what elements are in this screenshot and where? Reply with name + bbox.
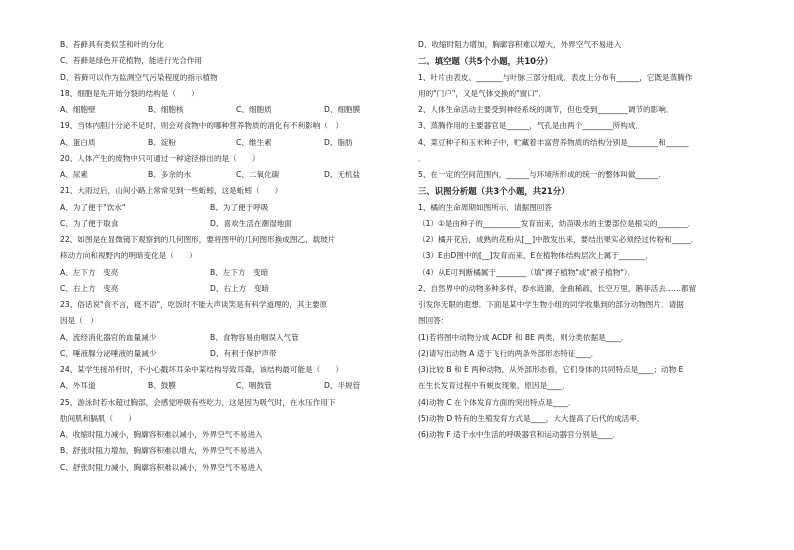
text-line: 引发你无限的遐想．下面是某中学生物小组的同学收集到的部分动物图片．请据 [418, 300, 684, 309]
option-text: A、蛋白质 [60, 137, 96, 147]
text-line: C、苔藓是绿色开花植物，能进行光合作用 [60, 56, 202, 66]
text-line: 23、俗话说"食不言，寝不语"，吃饭时不能大声谈笑是有科学道理的，其主要原 [60, 300, 328, 309]
option-text: C、细胞质 [236, 105, 272, 114]
option-row [60, 105, 412, 121]
option-text: D、半规管 [324, 381, 361, 391]
text-line: 用的"门户"，又是气体交换的"窗口"． [418, 88, 546, 98]
text-line: （2）橘开花后，成熟的花粉从[__]中散发出来，要结出果实必须经过传粉和_____． [418, 235, 699, 244]
option-text: A、左下方 变亮 [60, 267, 119, 277]
text-line: 3、蒸腾作用的主要器官是______，气孔是由两个________所构成． [418, 121, 644, 131]
option-row [60, 268, 412, 284]
text-line: D、收缩时阻力增加，胸廓容积难以增大，外界空气不易进入 [418, 40, 622, 49]
text-line: B、舒张时阻力增加，胸廓容积难以增大，外界空气不易进入 [60, 446, 263, 456]
text-line: (1)若将图中动物分成 ACDF 和 BE 两类，则分类依据是____． [418, 332, 629, 342]
text-line: (4)动物 C 在个体发育方面的突出特点是____． [418, 397, 576, 407]
option-text: B、淀粉 [148, 137, 176, 147]
option-text: C、二氧化碳 [236, 170, 280, 179]
option-row [60, 203, 412, 219]
option-text: C、右上方 变亮 [60, 283, 119, 293]
text-line: 2、人体生命活动主要受到神经系统的调节，但也受到________调节的影响． [418, 105, 674, 114]
left-column [60, 40, 412, 479]
text-line: 19、当体内胆汁分泌不足时，则会对食物中的哪种营养物质的消化有不利影响（ ） [60, 121, 344, 131]
section-heading: 二、填空题（共5个小题，共10分） [418, 56, 553, 67]
option-text: B、为了便于呼吸 [210, 202, 269, 212]
option-row [60, 219, 412, 235]
text-line: 2、自然界中的动物多种多样，春水涟漪，金曲稀疏，长空万里，鹅菲活去……都留 [418, 283, 697, 293]
text-line: 因是（ ） [60, 316, 98, 326]
option-row [60, 284, 412, 300]
option-text: C、维生素 [236, 137, 272, 147]
text-line: D、苔藓可以作为监测空气污染程度的指示植物 [60, 72, 218, 82]
text-line: 1、橘的生命周期如图所示．请据图回答 [418, 202, 552, 212]
text-line: 18、细胞是先开始分裂的结构是（ ） [60, 88, 199, 98]
option-text: B、食物容易由咽误入气管 [210, 332, 299, 342]
option-text: B、鼓膜 [148, 381, 176, 391]
text-line: 21、大雨过后，山间小路上常常见到一些蚯蚓，这是蚯蚓（ ） [60, 186, 283, 196]
option-text: C、为了便于取食 [60, 218, 119, 228]
text-line: 在生长发育过程中有蜕皮现象，原因是____． [418, 381, 570, 391]
option-text: A、尿素 [60, 170, 88, 179]
option-text: A、细胞壁 [60, 105, 96, 114]
option-row [60, 138, 412, 154]
text-line: 1、叶片由表皮、_______与叶脉三部分组成．表皮上分布有______，它既是蒸腾作 [418, 72, 693, 82]
option-text: B、左下方 变暗 [210, 267, 269, 277]
option-text: D、脂肪 [324, 137, 353, 147]
text-line: (3)比较 B 和 E 两种动物，从外部形态看，它们身体的共同特点是____；动物 E [418, 365, 684, 374]
option-text: B、细胞核 [148, 105, 184, 114]
text-line: （4）从E可判断橘属于________（填"裸子植物"或"被子植物"）． [418, 267, 636, 277]
text-line: ． [418, 153, 426, 163]
option-text: C、咽鼓管 [236, 381, 272, 391]
option-text: B、多余的水 [148, 170, 192, 179]
text-line: （3）E由D图中的[__]发育而来，E在植物体结构层次上属于_______． [418, 251, 654, 261]
option-row [60, 349, 412, 365]
text-line: 20、人体产生的废物中只可通过一种途径排出的是（ ） [60, 153, 260, 163]
text-line: (2)请写出动物 A 适于飞行的两条外部形态特征____． [418, 348, 599, 358]
text-line: 22、如图是在显微镜下观察到的几何图形，要将图甲的几何图形换成图乙，载玻片 [60, 235, 336, 244]
text-line: (5)动物 D 特有的生殖发育方式是____，大大提高了后代的成活率． [418, 413, 645, 423]
option-text: D、喜欢生活在潮湿地面 [210, 218, 292, 228]
option-text: C、唾液腺分泌唾液的量减少 [60, 348, 157, 358]
option-text: A、为了便于"饮水" [60, 202, 126, 212]
option-row [60, 333, 412, 349]
text-line: 25、游泳时若水超过胸部，会感觉呼吸有些吃力，这是因为吸气时，在水压作用下 [60, 397, 336, 407]
option-text: A、流经消化器官的血量减少 [60, 332, 157, 342]
option-text: D、细胞膜 [324, 105, 361, 114]
text-line: A、收缩时阻力减小，胸廓容积难以减小，外界空气不易进入 [60, 430, 263, 439]
option-text: D、有利于保护声带 [210, 348, 277, 358]
option-row [60, 170, 412, 186]
option-row [60, 381, 412, 397]
text-line: 图回答： [418, 316, 449, 326]
text-line: C、舒张时阻力减小，胸廓容积难以减小，外界空气不易进入 [60, 462, 263, 472]
text-line: 24、某学生接吊杆时，不小心戳坏耳朵中某结构导致耳聋，该结构最可能是（ ） [60, 365, 344, 374]
text-line: （1）①是由种子的__________发育而来，幼苗吸水的主要部位是根尖的________． [418, 218, 696, 228]
text-line: 5、在一定的空间范围内，______与环境所形成的统一的整体叫做______． [418, 170, 666, 179]
text-line: 肋间肌和膈肌（ ） [60, 413, 136, 423]
text-line: B、苔藓具有类似茎和叶的分化 [60, 40, 164, 49]
text-line: (6)动物 F 适于水中生活的呼吸器官和运动器官分别是____． [418, 430, 621, 439]
option-text: A、外耳道 [60, 381, 96, 391]
text-line: 移动方向和视野内的明暗变化是（ ） [60, 251, 197, 261]
text-line: 4、菜豆种子和玉米种子中，贮藏着丰富营养物质的结构分别是________和______ [418, 137, 689, 147]
section-heading: 三、识图分析题（共3个小题，共21分） [418, 186, 570, 197]
right-column [418, 40, 770, 446]
option-text: D、无机盐 [324, 170, 361, 179]
option-text: D、右上方 变暗 [210, 283, 270, 293]
